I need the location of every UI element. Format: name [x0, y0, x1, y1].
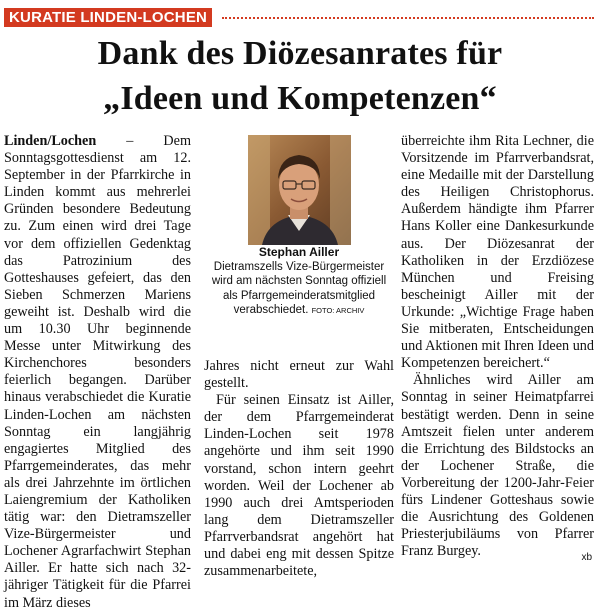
column-3-paragraph-2: Ähnliches wird Ailler am Sonntag in seiner Heimatpfarrei bestätigt werden. Denn in seine Amtszeit fielen unter anderem die Errichtung des Bildstocks an der Lochener Straße, die Vorbereitung der 1200-Jahr-Feier fürs Lindener Gotteshaus sowie die Ausrichtung des Goldenen Priesterjubiläums von Pfarrer Franz Burgey.	[401, 372, 594, 560]
portrait-image	[248, 135, 351, 245]
article-column-1	[4, 133, 191, 612]
caption-name: Stephan Ailler	[258, 245, 340, 259]
dotted-rule	[222, 17, 594, 19]
headline-line-1: Dank des Diözesanrates für	[97, 35, 503, 72]
headline-line-2: „Ideen und Kompetenzen“	[103, 80, 497, 117]
section-header	[4, 6, 594, 28]
column-2-paragraph-1: Jahres nicht erneut zur Wahl gestellt.	[204, 358, 394, 392]
photo-credit: FOTO: ARCHIV	[311, 306, 365, 315]
article-column-3	[401, 133, 594, 560]
article-column-2	[204, 358, 394, 580]
dateline: Linden/Lochen	[4, 133, 97, 149]
author-signature: xb	[581, 552, 592, 563]
column-3-paragraph-1: überreichte ihm Rita Lechner, die Vorsitzende im Pfarrverbandsrat, eine Medaille mit der Darstellung des Heiligen Christophorus. Außerdem händigte ihm Pfarrer Hans Koller eine Dankesurkunde aus. Der Diözesanrat der Katholiken in der Erzdiözese München und Freising bescheinigt Ailler mit der Urkunde: „Wichtige Frage haben Sie mitberaten, Entscheidungen und Aktionen mit Ihren Ideen und Kompetenzen bereichert.“	[401, 133, 594, 372]
section-kicker: KURATIE LINDEN-LOCHEN	[4, 8, 212, 27]
caption-text: Dietramszells Vize-Bürgermeister wird am nächsten Sonntag offiziell als Pfarrgemeinderatsmitglied verabschiedet.	[211, 260, 387, 316]
portrait-photo	[248, 135, 351, 245]
column-1-text: – Dem Sonntagsgottesdienst am 12. September in der Pfarrkirche in Linden kommt aus mehrerlei Gründen besondere Bedeutung zu. Zum einen wird drei Tage vor dem offiziellen Gedenktag das Patrozinium des Gotteshauses gefeiert, das den Sieben Schmerzen Mariens geweiht ist. Deshalb wird die um 10.30 Uhr beginnende Messe unter Mitwirkung des Kirchenchores besonders feierlich begangen. Darüber hinaus verabschiedet die Kuratie Linden-Lochen am nächsten Sonntag ein langjährig engagiertes Mitglied des Pfarrgemeinderates, das mehr als drei Jahrzehnte im örtlichen Laiengremium der Katholiken tätig war: den Dietramszeller Vize-Bürgermeister und Lochener Agrarfachwirt Stephan Ailler. Er hatte sich nach 32-jähriger Tätigkeit für die Pfarrei im März dieses	[4, 133, 191, 611]
column-2-paragraph-2: Für seinen Einsatz ist Ailler, der dem Pfarrgemeinderat Linden-Lochen seit 1978 angehörte und ihm seit 1990 vorstand, schon intern geehrt worden. Weil der Lochener ab 1990 auch drei Amtsperioden lang dem Dietramszeller Pfarrverbandsrat angehört hat und dabei eng mit dessen Spitze zusammenarbeitete,	[204, 392, 394, 580]
photo-caption	[204, 245, 394, 319]
